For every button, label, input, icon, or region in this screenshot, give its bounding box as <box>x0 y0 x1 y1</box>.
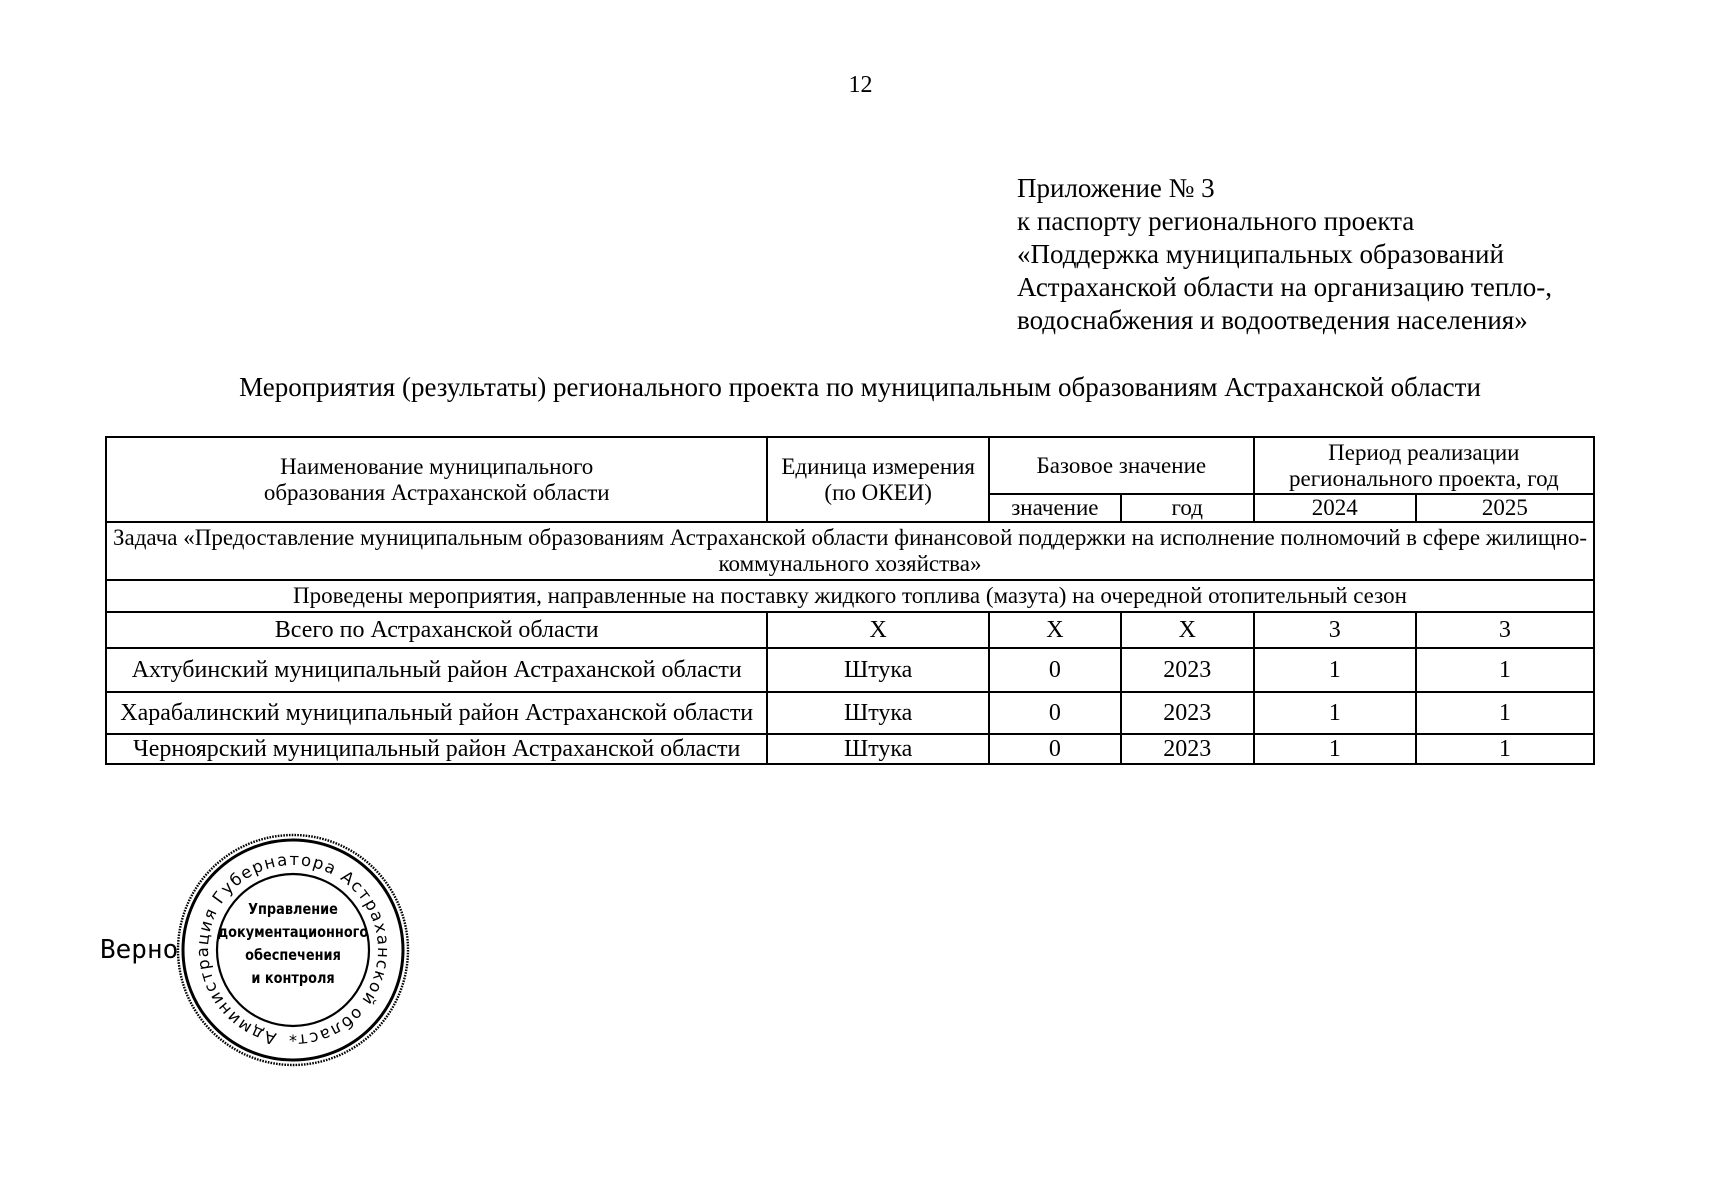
table-row <box>106 734 1594 764</box>
stamp-center-line: и контроля <box>251 969 335 987</box>
header-base-value: значение <box>989 494 1121 522</box>
header-base: Базовое значение <box>989 437 1254 494</box>
row-unit: Штука <box>767 692 988 734</box>
task-row <box>106 522 1594 580</box>
row-name: Харабалинский муниципальный район Астраханской области <box>106 692 767 734</box>
page-number: 12 <box>848 72 873 98</box>
row-name: Черноярский муниципальный район Астраханской области <box>106 734 767 764</box>
row-base-value: Х <box>989 612 1121 648</box>
result-row <box>106 580 1594 612</box>
header-unit-line: Единица измерения <box>781 453 976 479</box>
row-unit: Штука <box>767 734 988 764</box>
row-2024: 1 <box>1254 648 1416 692</box>
row-2025: 1 <box>1416 692 1594 734</box>
header-period <box>1254 437 1594 494</box>
row-unit: Штука <box>767 648 988 692</box>
stamp-star: * <box>289 1031 297 1050</box>
header-year-2025: 2025 <box>1416 494 1594 522</box>
stamp-ring-textpath: Администрация Губернатора Астраханской област <box>192 849 394 1051</box>
header-base-year: год <box>1121 494 1254 522</box>
row-2024: 3 <box>1254 612 1416 648</box>
appendix-line: Приложение № 3 <box>1017 173 1215 203</box>
task-cell: Задача «Предоставление муниципальным образованиям Астраханской области финансовой поддержки на исполнение полномочий в сфере жилищно-коммунального хозяйства» <box>106 522 1594 580</box>
header-row <box>106 437 1594 494</box>
row-base-value: 0 <box>989 734 1121 764</box>
document-heading: Мероприятия (результаты) регионального проекта по муниципальным образованиям Астраханской области <box>239 372 1481 402</box>
header-period-line: регионального проекта, год <box>1289 465 1559 491</box>
appendix-line: к паспорту регионального проекта <box>1017 206 1415 236</box>
appendix-block <box>1017 172 1657 337</box>
row-name: Всего по Астраханской области <box>106 612 767 648</box>
official-stamp <box>175 832 411 1068</box>
row-2024: 1 <box>1254 734 1416 764</box>
header-year-2024: 2024 <box>1254 494 1416 522</box>
result-cell: Проведены мероприятия, направленные на поставку жидкого топлива (мазута) на очередной отопительный сезон <box>106 580 1594 612</box>
row-unit: Х <box>767 612 988 648</box>
certification-label: Верно <box>100 935 179 965</box>
stamp-center-line: Управление <box>248 900 338 918</box>
row-2024: 1 <box>1254 692 1416 734</box>
row-2025: 3 <box>1416 612 1594 648</box>
row-base-year: 2023 <box>1121 648 1254 692</box>
row-base-value: 0 <box>989 648 1121 692</box>
appendix-line: водоснабжения и водоотведения населения» <box>1017 305 1528 335</box>
header-name <box>106 437 767 522</box>
results-table <box>105 436 1595 765</box>
row-base-year: 2023 <box>1121 734 1254 764</box>
table-row <box>106 692 1594 734</box>
row-base-year: 2023 <box>1121 692 1254 734</box>
appendix-line: «Поддержка муниципальных образований <box>1017 239 1504 269</box>
row-base-year: Х <box>1121 612 1254 648</box>
stamp-center-line: обеспечения <box>245 946 341 964</box>
table-row <box>106 612 1594 648</box>
row-base-value: 0 <box>989 692 1121 734</box>
appendix-line: Астраханской области на организацию тепло-, <box>1017 272 1552 302</box>
row-name: Ахтубинский муниципальный район Астраханской области <box>106 648 767 692</box>
header-unit <box>767 437 988 522</box>
header-period-line: Период реализации <box>1328 439 1520 465</box>
row-2025: 1 <box>1416 648 1594 692</box>
header-name-line: Наименование муниципального <box>280 453 594 479</box>
header-name-line: образования Астраханской области <box>263 479 610 505</box>
table-row <box>106 648 1594 692</box>
stamp-center-line: документационного <box>217 923 369 941</box>
stamp-center-text <box>217 898 368 990</box>
row-2025: 1 <box>1416 734 1594 764</box>
header-unit-line: (по ОКЕИ) <box>824 479 932 505</box>
